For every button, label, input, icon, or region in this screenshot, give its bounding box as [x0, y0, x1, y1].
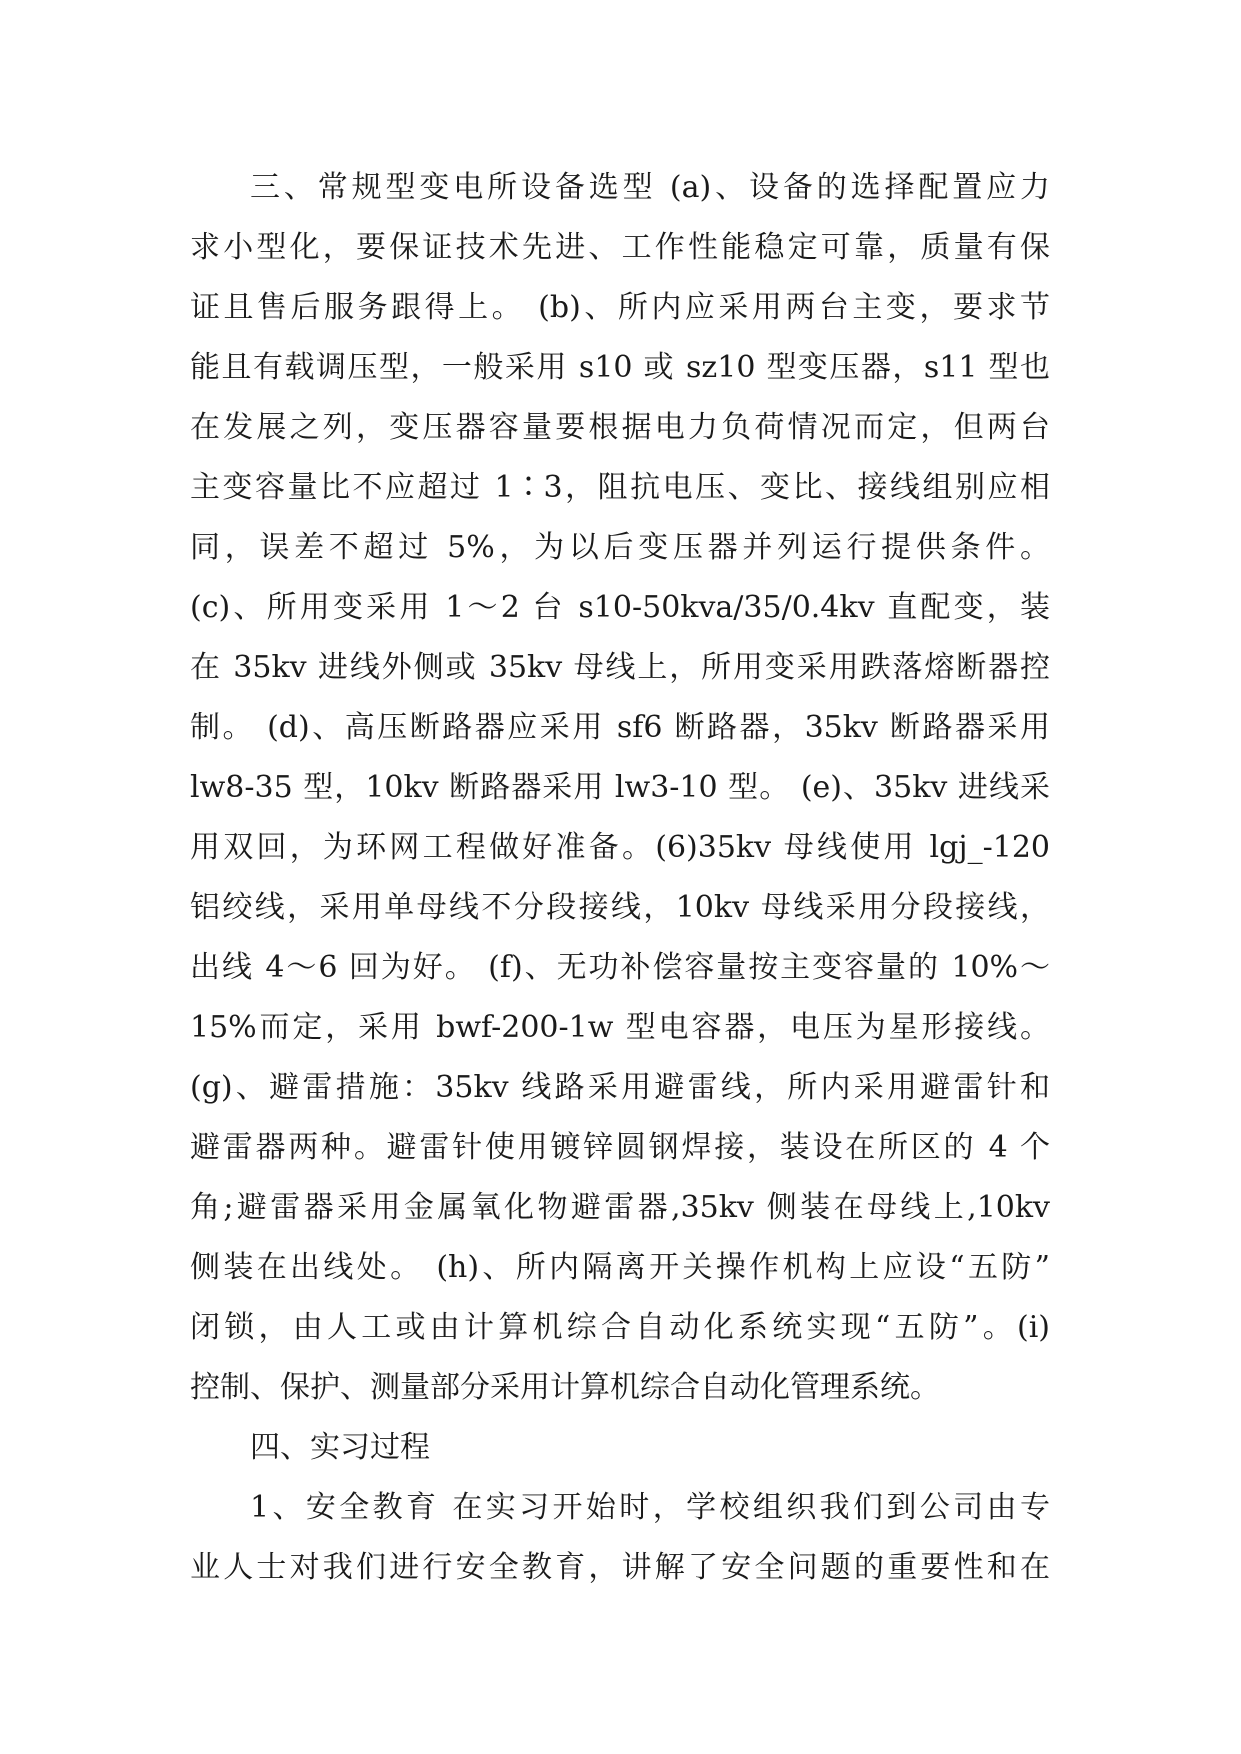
text-line: 制。 (d)、高压断路器应采用 sf6 断路器，35kv 断路器采用 [190, 710, 1050, 745]
text-line: 主变容量比不应超过 1∶3，阻抗电压、变比、接线组别应相 [190, 470, 1050, 505]
text-line: 能且有载调压型，一般采用 s10 或 sz10 型变压器，s11 型也 [190, 350, 1050, 385]
text-line: 控制、保护、测量部分采用计算机综合自动化管理系统。 [190, 1370, 940, 1405]
text-line: 闭锁，由人工或由计算机综合自动化系统实现“五防”。(i) [190, 1310, 1050, 1345]
text-line: 15%而定，采用 bwf-200-1w 型电容器，电压为星形接线。 [190, 1010, 1050, 1045]
text-line: 业人士对我们进行安全教育，讲解了安全问题的重要性和在 [190, 1550, 1050, 1585]
text-line: 在 35kv 进线外侧或 35kv 母线上，所用变采用跌落熔断器控 [190, 650, 1050, 685]
text-line: 铝绞线，采用单母线不分段接线，10kv 母线采用分段接线， [190, 890, 1050, 925]
text-line: 同，误差不超过 5%，为以后变压器并列运行提供条件。 [190, 530, 1050, 565]
text-line: 1、安全教育 在实习开始时，学校组织我们到公司由专 [250, 1490, 1050, 1525]
text-line: 证且售后服务跟得上。 (b)、所内应采用两台主变，要求节 [190, 290, 1050, 325]
document-body [190, 158, 1050, 1598]
text-line: (g)、避雷措施：35kv 线路采用避雷线，所内采用避雷针和 [190, 1070, 1050, 1105]
text-line: 求小型化，要保证技术先进、工作性能稳定可靠，质量有保 [190, 230, 1050, 265]
text-line: (c)、所用变采用 1～2 台 s10-50kva/35/0.4kv 直配变，装 [190, 590, 1050, 625]
text-line: 用双回，为环网工程做好准备。(6)35kv 母线使用 lgj_-120 [190, 830, 1050, 865]
text-line: 角;避雷器采用金属氧化物避雷器,35kv 侧装在母线上,10kv [190, 1190, 1050, 1225]
text-line: lw8-35 型，10kv 断路器采用 lw3-10 型。 (e)、35kv 进线采 [190, 770, 1050, 805]
text-line: 在发展之列，变压器容量要根据电力负荷情况而定，但两台 [190, 410, 1050, 445]
text-line: 三、常规型变电所设备选型 (a)、设备的选择配置应力 [250, 170, 1050, 205]
text-line: 出线 4～6 回为好。 (f)、无功补偿容量按主变容量的 10%～ [190, 950, 1050, 985]
section-heading: 四、实习过程 [250, 1430, 430, 1465]
text-line: 侧装在出线处。 (h)、所内隔离开关操作机构上应设“五防” [190, 1250, 1050, 1285]
text-line: 避雷器两种。避雷针使用镀锌圆钢焊接，装设在所区的 4 个 [190, 1130, 1050, 1165]
